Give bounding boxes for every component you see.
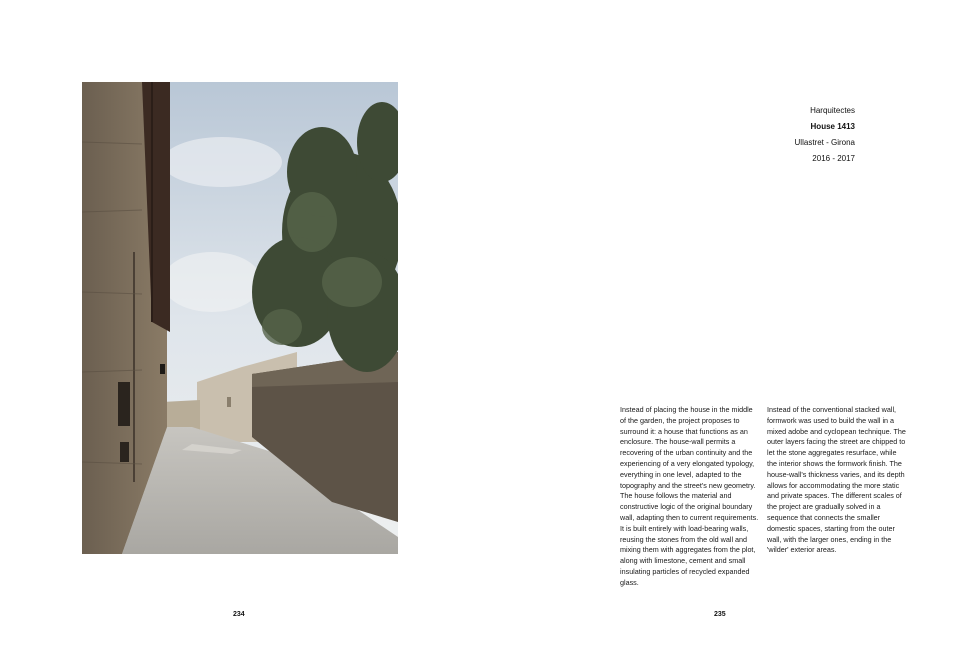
page-number-left: 234 [233, 611, 245, 618]
body-text-column-1: Instead of placing the house in the middle of the garden, the project proposes to surround it: a house that functions as an enclosure. The house-wall permits a recovering of the urban continuity and the experiencing of a very elongated typology, everything in one level, adapted to the topography and the street's new geometry. The house follows the material and constructive logic of the original boundary wall, adapting then to current requirements. It is built entirely with load-bearing walls, reusing the stones from the old wall and mixing them with aggregates from the plot, along with limestone, cement and small insulating particles of recycled expanded glass. [620, 405, 759, 587]
street-photo [82, 82, 398, 554]
page-number-right: 235 [714, 611, 726, 618]
project-location: Ullastret - Girona [794, 138, 855, 147]
street-photo-image [82, 82, 398, 554]
project-credits [655, 103, 855, 167]
project-years: 2016 - 2017 [812, 154, 855, 163]
project-title: House 1413 [810, 122, 855, 131]
architect-name: Harquitectes [810, 106, 855, 115]
body-text-column-2: Instead of the conventional stacked wall, formwork was used to build the wall in a mixed adobe and cyclopean technique. The outer layers facing the street are chipped to let the stone aggregates resurface, while the interior shows the formwork finish. The house-wall's thickness varies, and its depth allows for accommodating the more static and private spaces. The different scales of the project are gradually solved in a sequence that connects the smaller domestic spaces, starting from the outer wall, with the larger ones, ending in the 'wilder' exterior areas. [767, 405, 906, 555]
